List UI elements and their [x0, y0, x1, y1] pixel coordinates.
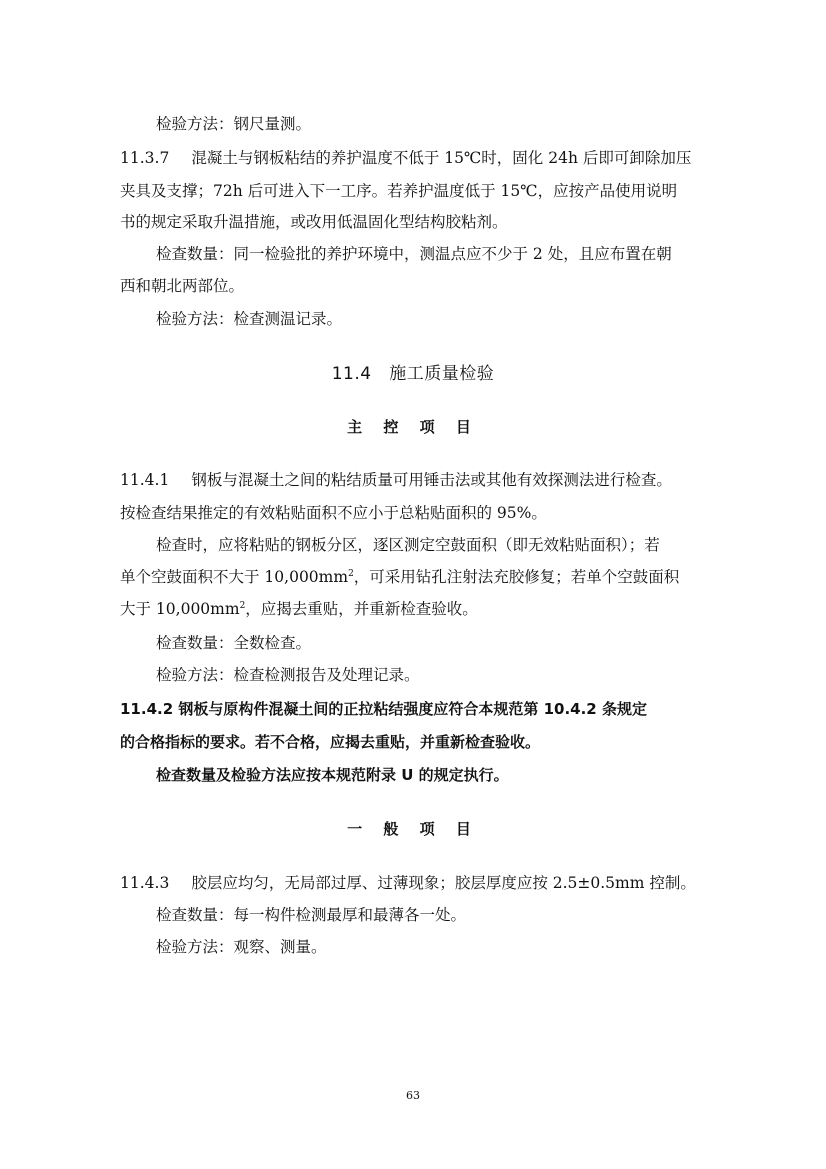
page-number: 63 — [406, 1089, 420, 1102]
clause-11-4-3-line-1 — [120, 876, 696, 892]
section-title: 施工质量检验 — [389, 364, 495, 384]
clause-11-4-1-line-1 — [120, 473, 672, 489]
clause-11-3-7-line-1 — [120, 151, 691, 167]
subheading-general-items: 一 般 项 目 — [347, 820, 479, 838]
clause-text: 胶层应均匀，无局部过厚、过薄现象；胶层厚度应按 2.5±0.5mm 控制。 — [191, 874, 696, 892]
text-line: 检查数量：同一检验批的养护环境中，测温点应不少于 2 处，且应布置在朝 — [156, 245, 672, 263]
text-line: 西和朝北两部位。 — [120, 277, 245, 295]
text-line: 书的规定采取升温措施，或改用低温固化型结构胶粘剂。 — [120, 213, 508, 231]
section-heading — [0, 366, 826, 383]
clause-number: 11.4.3 — [120, 874, 170, 892]
text-line: 夹具及支撑；72h 后可进入下一工序。若养护温度低于 15℃，应按产品使用说明 — [120, 182, 678, 200]
text-line: 大于 $10,000mm^2$，应揭去重贴，并重新检查验收。 — [120, 600, 478, 619]
text-line: 的合格指标的要求。若不合格，应揭去重贴，并重新检查验收。 — [120, 733, 541, 751]
clause-text: 钢板与混凝土之间的粘结质量可用锤击法或其他有效探测法进行检查。 — [191, 471, 672, 489]
text-line: 检查数量：全数检查。 — [156, 634, 312, 652]
text-line: 检查数量及检验方法应按本规范附录 U 的规定执行。 — [156, 766, 509, 784]
subheading-main-items: 主 控 项 目 — [347, 418, 479, 436]
text-line: 检查时，应将粘贴的钢板分区，逐区测定空鼓面积（即无效粘贴面积）；若 — [156, 536, 660, 554]
text-line: 检验方法：钢尺量测。 — [156, 115, 312, 133]
text-line: 检验方法：观察、测量。 — [156, 938, 327, 956]
clause-11-4-2-line-1: 11.4.2 钢板与原构件混凝土间的正拉粘结强度应符合本规范第 10.4.2 条规定 — [120, 700, 647, 718]
text-line: 单个空鼓面积不大于 $10,000mm^2$，可采用钻孔注射法充胶修复；若单个空鼓面积 — [120, 568, 680, 587]
text-line: 检验方法：检查检测报告及处理记录。 — [156, 666, 420, 684]
clause-number: 11.4.1 — [120, 471, 170, 489]
clause-number: 11.3.7 — [120, 149, 170, 167]
text-line: 检查数量：每一构件检测最厚和最薄各一处。 — [156, 906, 467, 924]
text-line: 检验方法：检查测温记录。 — [156, 310, 343, 328]
clause-text: 混凝土与钢板粘结的养护温度不低于 15℃时，固化 24h 后即可卸除加压 — [191, 149, 692, 167]
section-number: 11.4 — [331, 364, 372, 384]
text-line: 按检查结果推定的有效粘贴面积不应小于总粘贴面积的 95%。 — [120, 504, 547, 522]
